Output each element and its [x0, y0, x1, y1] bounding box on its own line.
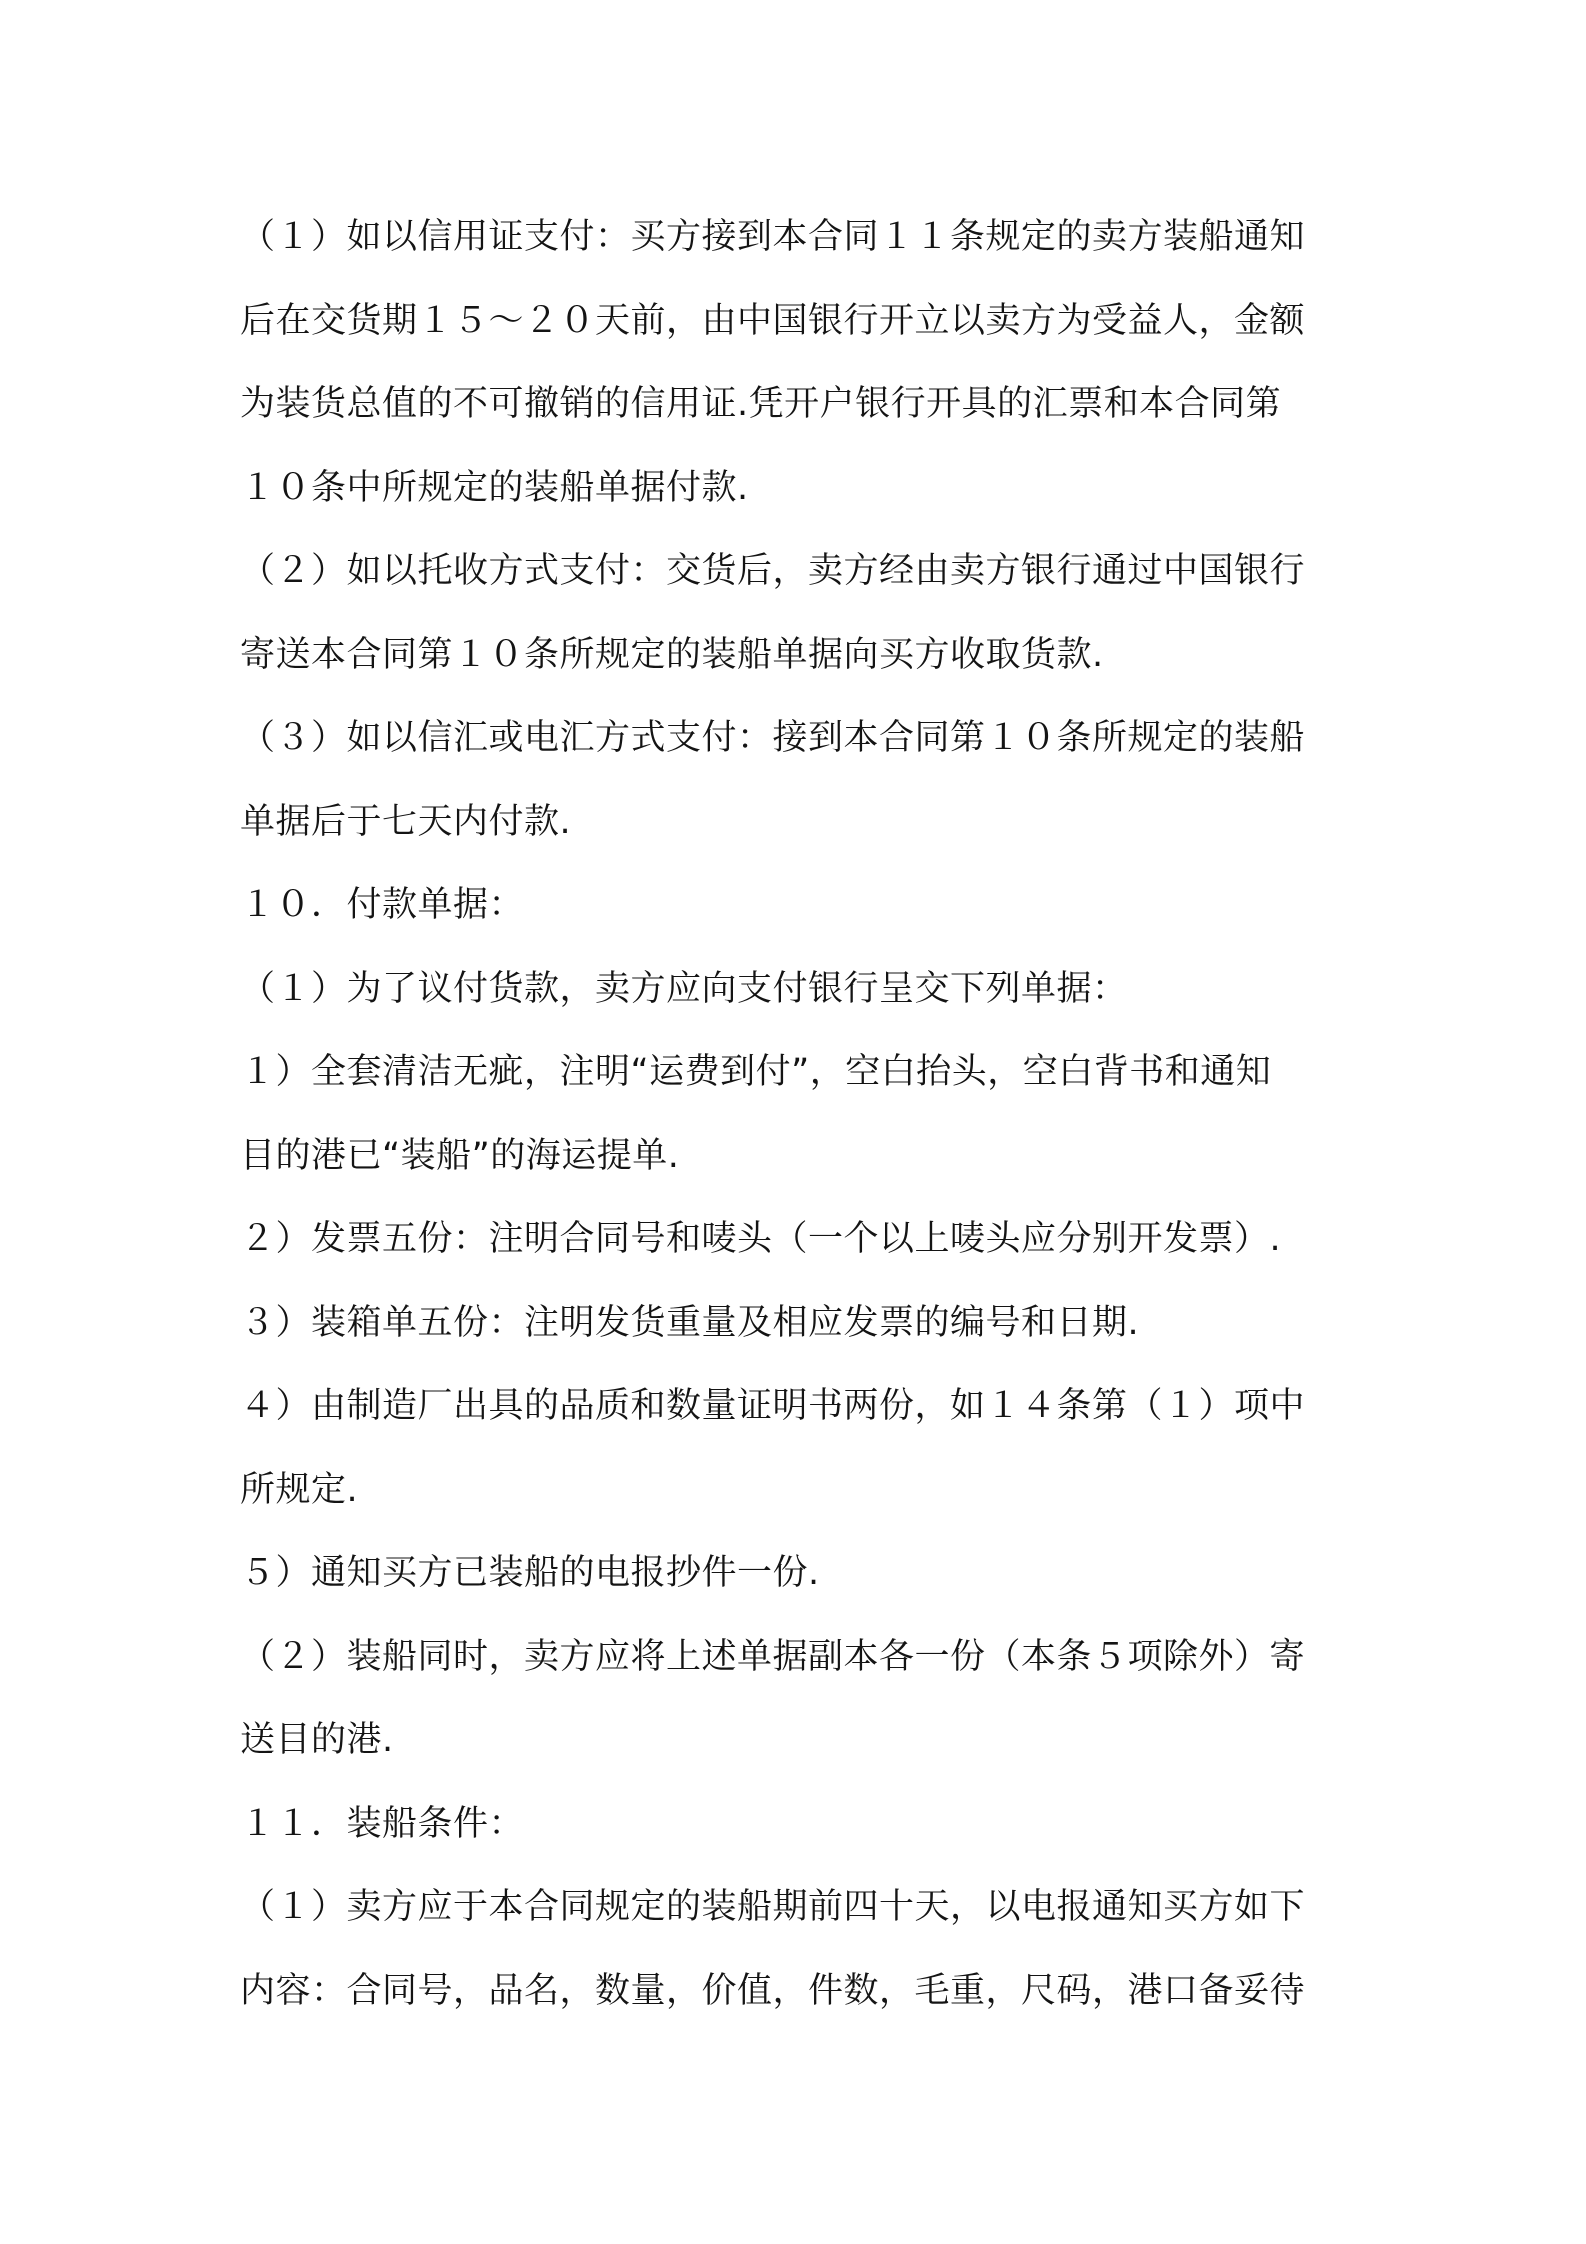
text-line: 送目的港.: [240, 1720, 394, 1760]
text-line: ５）通知买方已装船的电报抄件一份.: [240, 1553, 820, 1593]
text-line: 寄送本合同第１０条所规定的装船单据向买方收取货款.: [240, 634, 1104, 675]
text-line: （１）为了议付货款，卖方应向支付银行呈交下列单据：: [240, 968, 1128, 1009]
text-line: （２）装船同时，卖方应将上述单据副本各一份（本条５项除外）寄: [240, 1636, 1306, 1677]
text-line: 内容：合同号，品名，数量，价值，件数，毛重，尺码，港口备妥待: [240, 1970, 1306, 2011]
section-heading-shipping-conditions: １１．装船条件：: [240, 1803, 525, 1844]
text-line: 所规定.: [240, 1469, 359, 1510]
text-line: ４）由制造厂出具的品质和数量证明书两份，如１４条第（１）项中: [240, 1386, 1306, 1426]
section-heading-payment-documents: １０．付款单据：: [240, 885, 525, 925]
text-line: （３）如以信汇或电汇方式支付：接到本合同第１０条所规定的装船: [240, 718, 1306, 758]
text-line: 后在交货期１５～２０天前，由中国银行开立以卖方为受益人，金额: [240, 300, 1306, 341]
text-line: 为装货总值的不可撤销的信用证.凭开户银行开具的汇票和本合同第: [240, 384, 1282, 424]
text-line: （１）如以信用证支付：买方接到本合同１１条规定的卖方装船通知: [240, 217, 1306, 257]
contract-text: [240, 196, 1358, 2033]
text-line: １）全套清洁无疵，注明“运费到付”，空白抬头，空白背书和通知: [240, 1052, 1272, 1092]
text-line: 目的港已“装船”的海运提单.: [240, 1135, 680, 1176]
text-line: １０条中所规定的装船单据付款.: [240, 467, 749, 508]
text-line: ３）装箱单五份：注明发货重量及相应发票的编号和日期.: [240, 1302, 1140, 1343]
text-line: 单据后于七天内付款.: [240, 801, 572, 842]
text-line: （１）卖方应于本合同规定的装船期前四十天，以电报通知买方如下: [240, 1887, 1306, 1927]
text-line: ２）发票五份：注明合同号和唛头（一个以上唛头应分别开发票）.: [240, 1219, 1282, 1259]
text-line: （２）如以托收方式支付：交货后，卖方经由卖方银行通过中国银行: [240, 551, 1306, 591]
